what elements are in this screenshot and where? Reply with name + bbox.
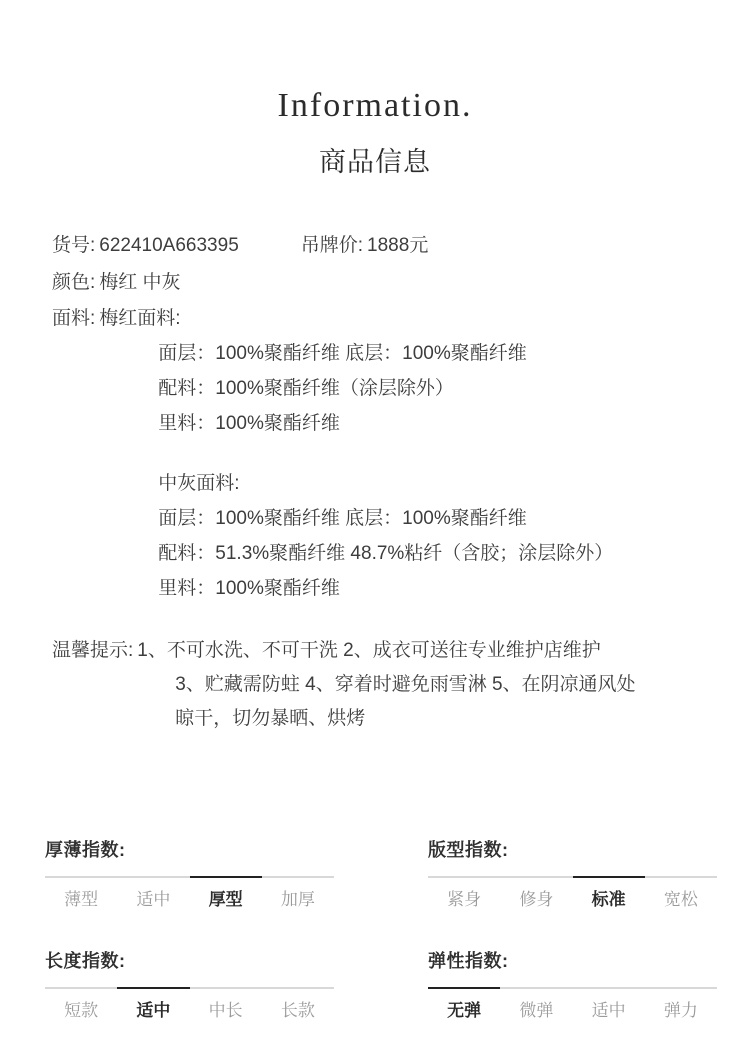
index-options (428, 876, 717, 913)
fabric-label: 面料: (52, 308, 96, 330)
index-option[interactable]: 短款 (45, 987, 117, 1024)
color-value: 梅红 中灰 (99, 271, 181, 293)
page-header (0, 0, 750, 179)
index-option[interactable]: 中长 (190, 987, 262, 1024)
index-section (45, 836, 717, 1057)
index-option[interactable]: 适中 (573, 987, 645, 1024)
index-option[interactable]: 长款 (262, 987, 334, 1024)
fabric-spacer (99, 443, 613, 469)
index-option[interactable]: 微弹 (500, 987, 572, 1024)
index-option[interactable]: 薄型 (45, 876, 117, 913)
product-info-block (0, 231, 750, 738)
index-title: 版型指数: (428, 840, 509, 860)
fabric-detail-line: 里料：100%聚酯纤维 (158, 412, 340, 434)
fabric-group-name: 梅红面料: (99, 308, 181, 330)
index-block-length (45, 947, 381, 1024)
tag-price-label: 吊牌价: (300, 234, 364, 256)
care-tip-line: 3、贮藏需防蛀 4、穿着时避免雨雪淋 5、在阴凉通风处 (175, 674, 636, 696)
index-option[interactable]: 修身 (500, 876, 572, 913)
color-label: 颜色: (52, 271, 96, 293)
index-option-selected[interactable]: 适中 (117, 987, 189, 1024)
fabric-row (52, 304, 710, 608)
care-tips-content (137, 636, 635, 737)
index-option[interactable]: 加厚 (262, 876, 334, 913)
page-title-en: Information. (277, 87, 473, 124)
care-tip-line: 1、不可水洗、不可干洗 2、成衣可送往专业维护店维护 (137, 640, 601, 662)
index-option[interactable]: 弹力 (645, 987, 717, 1024)
index-option[interactable]: 适中 (117, 876, 189, 913)
care-tips-row (52, 636, 710, 737)
index-title: 弹性指数: (428, 950, 509, 971)
fabric-detail-line: 里料：100%聚酯纤维 (158, 577, 340, 599)
page-title-cn: 商品信息 (319, 146, 431, 177)
item-no-row (52, 231, 710, 262)
fabric-group-name: 中灰面料: (158, 473, 240, 495)
tag-price-value: 1888元 (367, 234, 429, 256)
care-tips-label: 温馨提示: (52, 640, 134, 662)
index-option-selected[interactable]: 无弹 (428, 987, 500, 1024)
index-options (428, 987, 717, 1024)
index-options (45, 987, 334, 1024)
fabric-detail-line: 面层：100%聚酯纤维 底层：100%聚酯纤维 (158, 343, 527, 365)
care-tip-line: 晾干，切勿暴晒、烘烤 (175, 707, 366, 729)
item-no-value: 622410A663395 (99, 234, 239, 256)
index-options (45, 876, 334, 913)
index-block-elasticity (381, 947, 717, 1024)
fabric-content (99, 304, 613, 608)
index-block-fit (381, 836, 717, 913)
fabric-detail-line: 配料：51.3%聚酯纤维 48.7%粘纤（含胶；涂层除外） (158, 542, 614, 564)
fabric-detail-line: 配料：100%聚酯纤维（涂层除外） (158, 377, 454, 399)
index-option[interactable]: 紧身 (428, 876, 500, 913)
color-row (52, 268, 710, 299)
index-option[interactable]: 宽松 (645, 876, 717, 913)
index-option-selected[interactable]: 标准 (573, 876, 645, 913)
index-title: 长度指数: (45, 950, 126, 971)
index-option-selected[interactable]: 厚型 (190, 876, 262, 913)
fabric-detail-line: 面层：100%聚酯纤维 底层：100%聚酯纤维 (158, 508, 527, 530)
item-no-label: 货号: (52, 234, 96, 256)
index-title: 厚薄指数: (45, 840, 126, 860)
index-block-thickness (45, 836, 381, 913)
